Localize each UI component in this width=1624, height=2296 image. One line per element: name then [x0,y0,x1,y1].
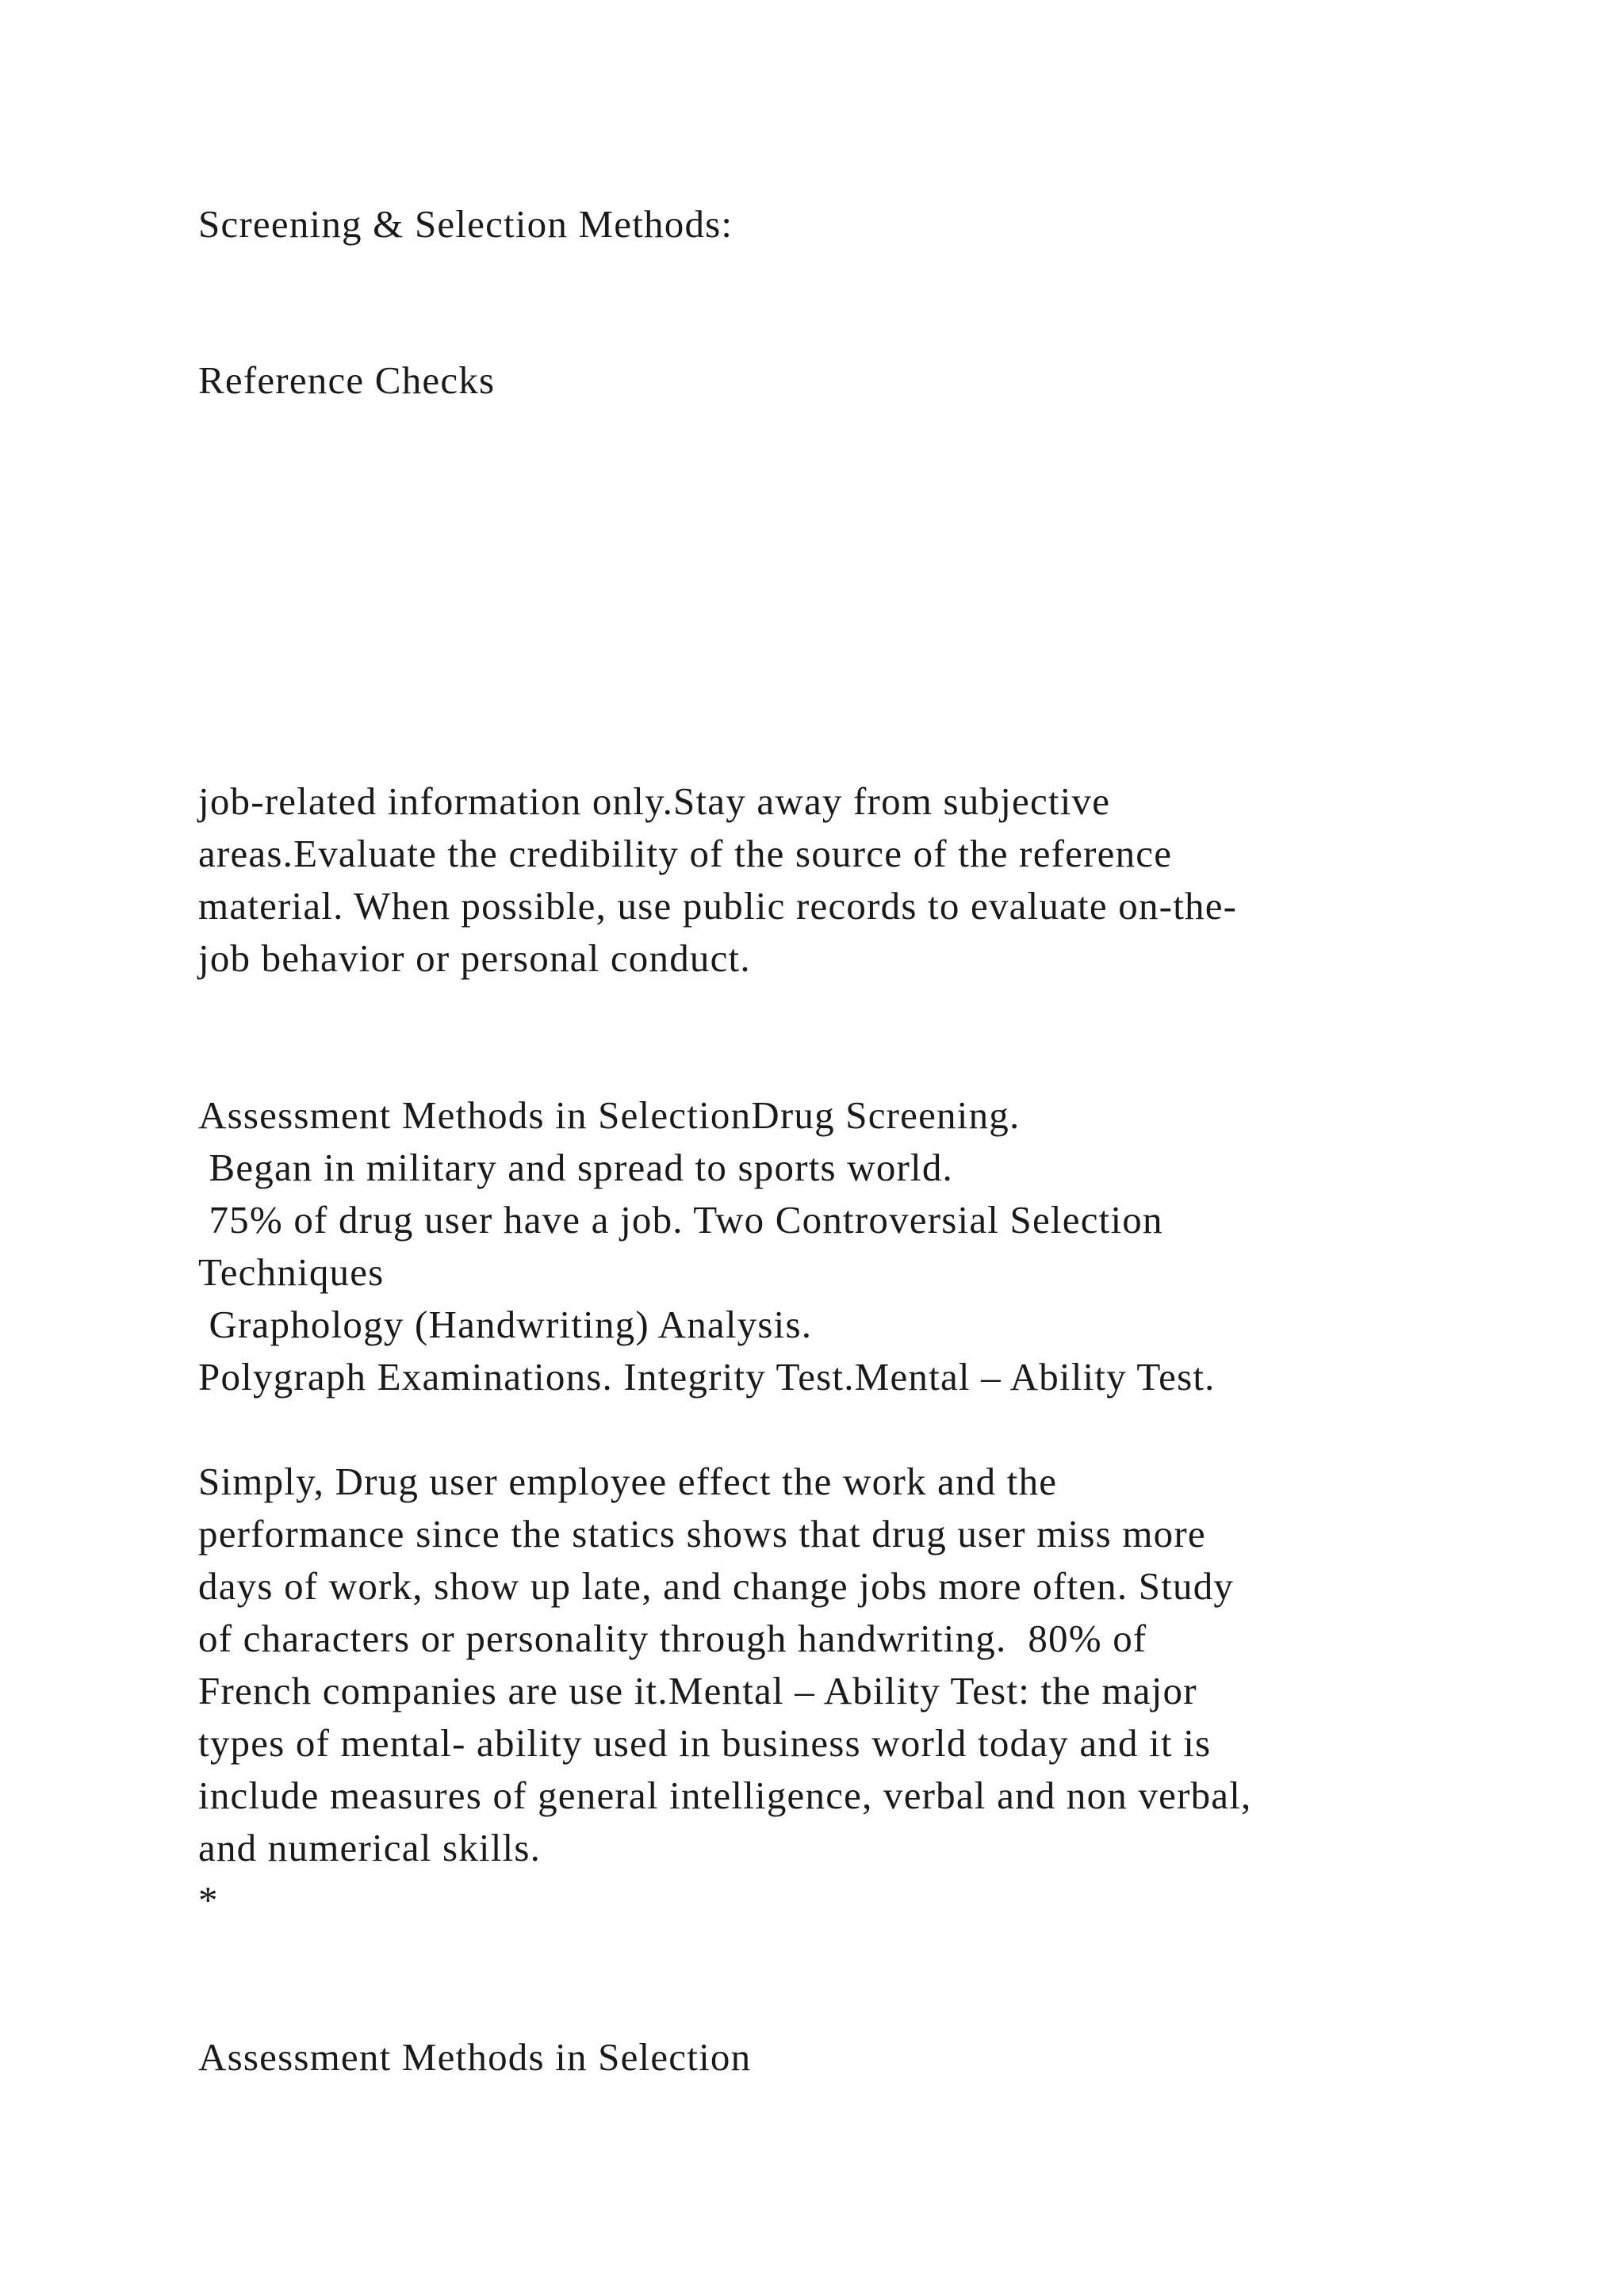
text-line: and numerical skills. [198,1826,542,1869]
text-line: Began in military and spread to sports world. [198,1146,954,1189]
heading-reference-checks: Reference Checks [198,358,496,402]
text-line: job-related information only.Stay away from subjective [198,779,1111,823]
text-line: include measures of general intelligence, verbal and non verbal, [198,1774,1252,1817]
text-line: French companies are use it.Mental – Ability Test: the major [198,1669,1197,1712]
text-line: job behavior or personal conduct. [198,936,751,980]
text-line: 75% of drug user have a job. Two Controversial Selection [198,1198,1163,1242]
text-line: Graphology (Handwriting) Analysis. [198,1303,813,1346]
heading-assessment-methods-drug-screening: Assessment Methods in SelectionDrug Screening. [198,1093,1021,1137]
heading-assessment-methods-in-selection: Assessment Methods in Selection [198,2035,752,2079]
text-line: of characters or personality through handwriting. 80% of [198,1617,1147,1660]
asterisk-marker: * [198,1878,219,1922]
text-line: Simply, Drug user employee effect the work and the [198,1460,1058,1503]
text-line: types of mental- ability used in business world today and it is [198,1721,1212,1765]
text-line: Techniques [198,1250,385,1294]
text-line: Polygraph Examinations. Integrity Test.Mental – Ability Test. [198,1355,1216,1399]
text-line: performance since the statics shows that drug user miss more [198,1512,1206,1556]
heading-screening-selection-methods: Screening & Selection Methods: [198,202,733,246]
text-line: areas.Evaluate the credibility of the source of the reference [198,832,1173,875]
text-line: days of work, show up late, and change jobs more often. Study [198,1564,1235,1608]
text-line: material. When possible, use public records to evaluate on-the- [198,884,1238,928]
